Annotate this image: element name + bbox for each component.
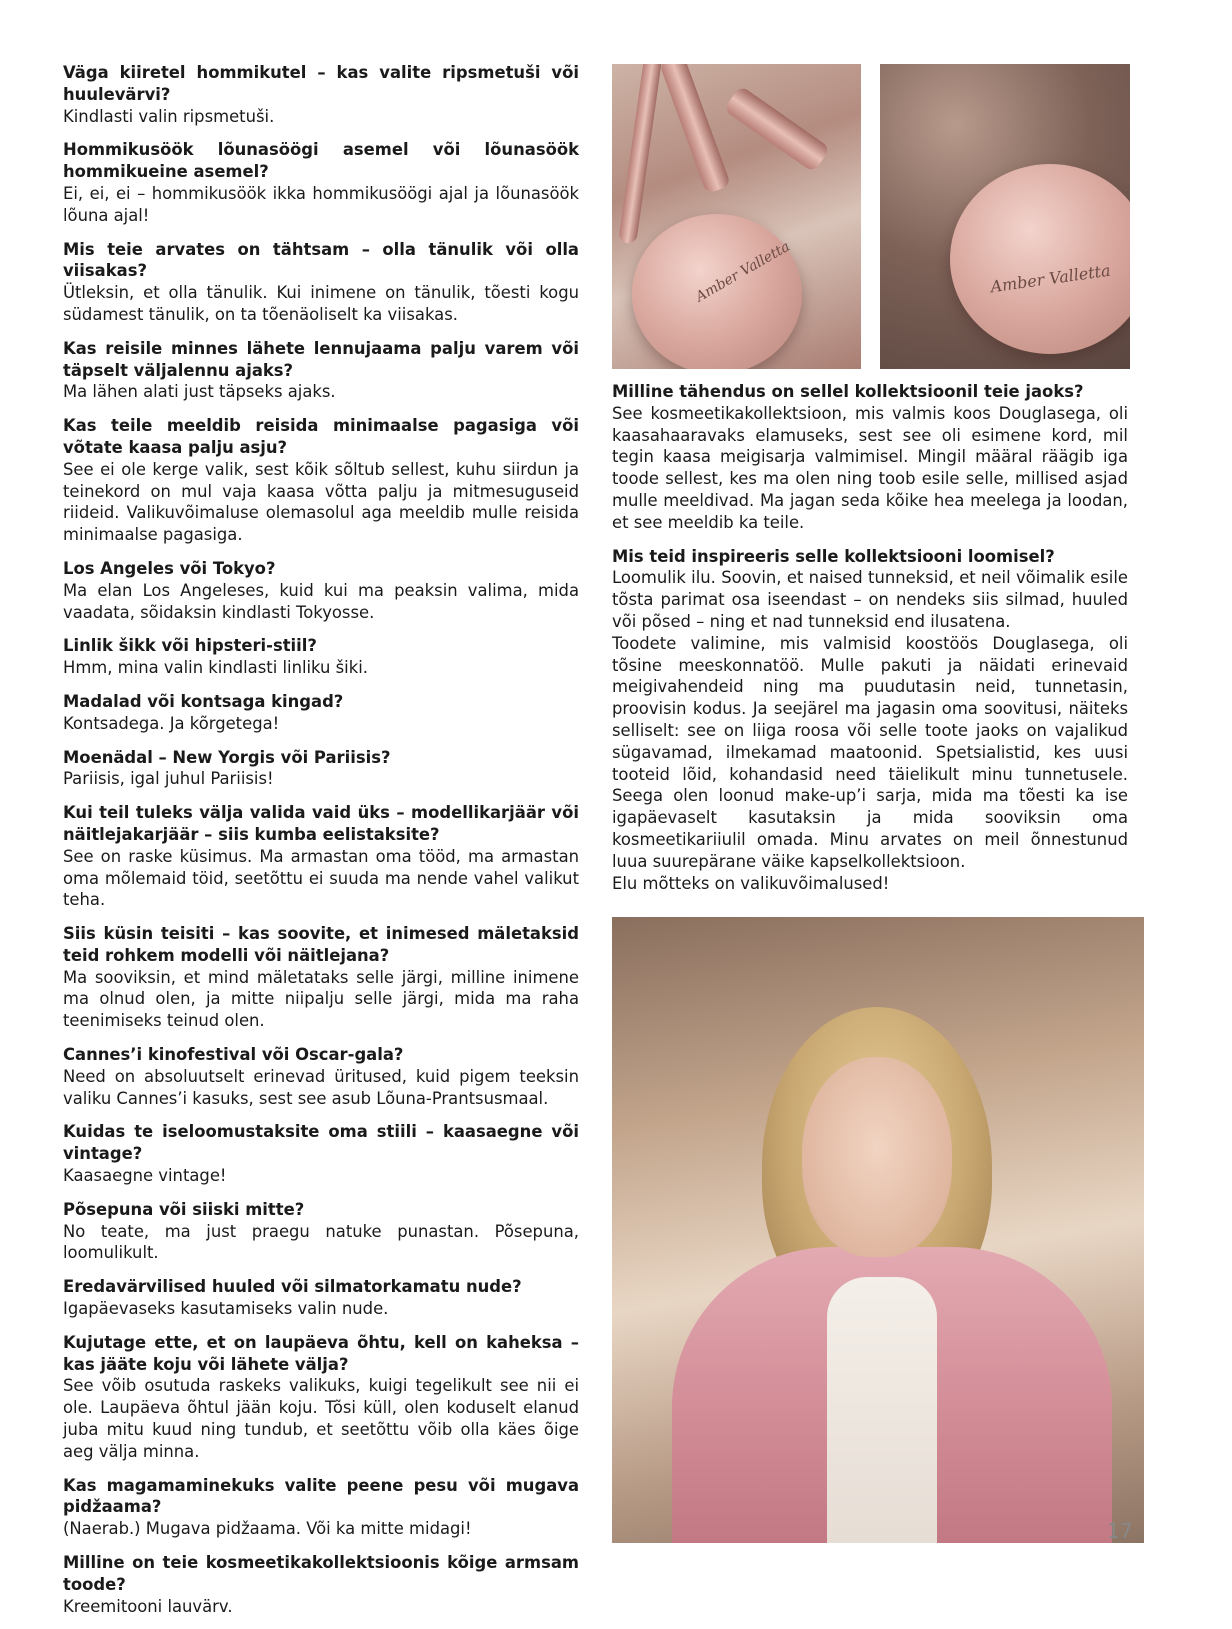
question: Milline on teie kosmeetikakollektsioonis kõige armsam toode? bbox=[63, 1553, 579, 1594]
product-photo-compact bbox=[612, 64, 861, 369]
qa-block bbox=[63, 1552, 579, 1617]
qa-block bbox=[63, 923, 579, 1032]
qa-block bbox=[63, 415, 579, 546]
answer: Kontsadega. Ja kõrgetega! bbox=[63, 713, 280, 733]
question: Hommikusöök lõunasöögi asemel või lõunasöök hommikueine asemel? bbox=[63, 140, 579, 182]
qa-block bbox=[63, 338, 579, 403]
answer: Ei, ei, ei – hommikusöök ikka hommikusöögi ajal ja lõunasöök lõuna ajal! bbox=[63, 183, 579, 225]
question: Kuidas te iseloomustaksite oma stiili – kaasaegne või vintage? bbox=[63, 1122, 579, 1164]
question: Mis teie arvates on tähtsam – olla tänulik või olla viisakas? bbox=[63, 239, 579, 281]
qa-block bbox=[63, 1332, 579, 1463]
qa-block bbox=[63, 62, 579, 127]
lipstick-tube bbox=[659, 64, 731, 194]
question: Väga kiiretel hommikutel – kas valite ripsmetuši või huulevärvi? bbox=[63, 63, 579, 104]
answer: See ei ole kerge valik, sest kõik sõltub sellest, kuhu siirdun ja teinekord on mul vaja kaasa võtta palju ja mitmesuguseid riideid. Valikuvõimaluse olemasolul aga meeldib mulle reisida minimaalse pagasiga. bbox=[63, 459, 579, 545]
answer: (Naerab.) Mugava pidžaama. Või ka mitte midagi! bbox=[63, 1519, 472, 1539]
qa-block bbox=[63, 691, 579, 735]
question: Madalad või kontsaga kingad? bbox=[63, 691, 344, 711]
question: Moenädal – New Yorgis või Pariisis? bbox=[63, 747, 391, 767]
answer-paragraph: See kosmeetikakollektsioon, mis valmis koos Douglasega, oli kaasahaaravaks elamuseks, sest see oli esimene kord, mil tegin kaasa meigisarja valmimisel. Mingil määral räägib iga toode sellest, kes ma olen ning toob esile selle, millised asjad mulle meeldivad. Ma jagan seda kõike hea meelega ja loodan, et see meeldib ka teile. bbox=[612, 403, 1128, 532]
lipstick-tube bbox=[618, 64, 664, 244]
question: Kas magamaminekuks valite peene pesu või mugava pidžaama? bbox=[63, 1475, 579, 1517]
compact-label: Amber Valletta bbox=[989, 260, 1112, 297]
qa-block bbox=[63, 1199, 579, 1264]
page-number: 17 bbox=[1107, 1519, 1133, 1543]
question: Eredavärvilised huuled või silmatorkamatu nude? bbox=[63, 1277, 522, 1297]
question: Milline tähendus on sellel kollektsioonil teie jaoks? bbox=[612, 382, 1084, 401]
qa-block bbox=[612, 381, 1128, 534]
qa-block bbox=[63, 558, 579, 623]
question: Siis küsin teisiti – kas soovite, et inimesed mäletaksid teid rohkem modelli või näitlejana? bbox=[63, 924, 579, 965]
answer: Need on absoluutselt erinevad üritused, kuid pigem teeksin valiku Cannes’i kasuks, sest see asub Lõuna-Prantsusmaal. bbox=[63, 1066, 579, 1108]
compact-label: Amber Valletta bbox=[693, 238, 793, 306]
qa-block bbox=[63, 1044, 579, 1109]
white-top-shape bbox=[827, 1277, 937, 1543]
right-column bbox=[612, 381, 1128, 906]
answer: Ütleksin, et olla tänulik. Kui inimene on tänulik, tõesti kogu südamest tänulik, on ta tõenäoliselt ka viisakas. bbox=[63, 283, 579, 324]
question: Los Angeles või Tokyo? bbox=[63, 558, 276, 578]
left-column bbox=[63, 62, 579, 1629]
question: Linlik šikk või hipsteri-stiil? bbox=[63, 636, 317, 656]
question: Mis teid inspireeris selle kollektsiooni loomisel? bbox=[612, 546, 1055, 566]
answer: Kreemitooni lauvärv. bbox=[63, 1596, 233, 1616]
answer: Ma lähen alati just täpseks ajaks. bbox=[63, 382, 336, 402]
qa-block bbox=[63, 802, 579, 911]
qa-block bbox=[612, 546, 1128, 895]
answer: See on raske küsimus. Ma armastan oma tööd, ma armastan oma mõlemaid töid, seetõttu ei suuda ma nende vahel valikut teha. bbox=[63, 846, 579, 910]
qa-block bbox=[63, 1121, 579, 1186]
answer-paragraph: Loomulik ilu. Soovin, et naised tunneksid, et neil võimalik esile tõsta parimat osa iseendast – on nendeks siis silmad, huuled või põsed – ning et nad tunneksid end ilusatena. bbox=[612, 568, 1128, 631]
qa-block bbox=[63, 1475, 579, 1540]
question: Kas teile meeldib reisida minimaalse pagasiga või võtate kaasa palju asju? bbox=[63, 416, 579, 457]
portrait-photo bbox=[612, 917, 1144, 1543]
answer: Igapäevaseks kasutamiseks valin nude. bbox=[63, 1299, 389, 1319]
answer: Kaasaegne vintage! bbox=[63, 1166, 227, 1186]
answer-paragraph: Elu mõtteks on valikuvõimalused! bbox=[612, 873, 890, 893]
question: Cannes’i kinofestival või Oscar-gala? bbox=[63, 1045, 404, 1065]
qa-block bbox=[63, 635, 579, 679]
answer: Ma elan Los Angeleses, kuid kui ma peaksin valima, mida vaadata, sõidaksin kindlasti Tokyosse. bbox=[63, 580, 579, 622]
answer: See võib osutuda raskeks valikuks, kuigi tegelikult see nii ei ole. Laupäeva õhtul jään koju. Tõsi küll, olen koduselt elanud juba mitu kuud ning tundub, et seetõttu võib olla käes õige aeg välja minna. bbox=[63, 1376, 579, 1461]
lipstick-tube bbox=[723, 85, 830, 173]
question: Kujutage ette, et on laupäeva õhtu, kell on kaheksa – kas jääte koju või lähete välja? bbox=[63, 1332, 579, 1374]
answer: Ma sooviksin, et mind mäletataks selle järgi, milline inimene ma olnud olen, ja mitte niipalju selle järgi, mida ma raha teenimiseks teinud olen. bbox=[63, 967, 579, 1031]
qa-block bbox=[63, 139, 579, 226]
face-shape bbox=[802, 1057, 952, 1257]
qa-block bbox=[63, 1276, 579, 1320]
answer: Pariisis, igal juhul Pariisis! bbox=[63, 769, 274, 789]
answer: No teate, ma just praegu natuke punastan. Põsepuna, loomulikult. bbox=[63, 1221, 579, 1263]
qa-block bbox=[63, 747, 579, 791]
product-photo-compact-closeup bbox=[880, 64, 1130, 369]
question: Põsepuna või siiski mitte? bbox=[63, 1199, 305, 1219]
question: Kas reisile minnes lähete lennujaama palju varem või täpselt väljalennu ajaks? bbox=[63, 338, 579, 380]
answer-paragraph: Toodete valimine, mis valmisid koostöös Douglasega, oli tõsine meeskonnatöö. Mulle pakuti ja näidati erinevaid meigivahendeid ning ma puudutasin neid, tunnetasin, proovisin kodus. Ja seejärel ma jagasin oma soovitusi, näiteks selliselt: see on liiga roosa või selle toote jaoks on vajalikud sügavamad, ilmekamad maatoonid. Spetsialistid, kes uusi tooteid lõid, kohandasid need täielikult minu tunnetusele. Seega olen loonud make-up’i sarja, mida ma tõesti ka ise igapäevaselt kasutaksin ja mida sooviksin oma kosmeetikariiulil omada. Minu arvates on meil õnnestunud luua suurepärane väike kapselkollektsioon. bbox=[612, 633, 1128, 871]
question: Kui teil tuleks välja valida vaid üks – modellikarjäär või näitlejakarjäär – siis kumba eelistaksite? bbox=[63, 803, 579, 844]
compact-case bbox=[950, 164, 1130, 354]
answer: Kindlasti valin ripsmetuši. bbox=[63, 106, 275, 126]
answer: Hmm, mina valin kindlasti linliku šiki. bbox=[63, 658, 368, 678]
qa-block bbox=[63, 239, 579, 326]
